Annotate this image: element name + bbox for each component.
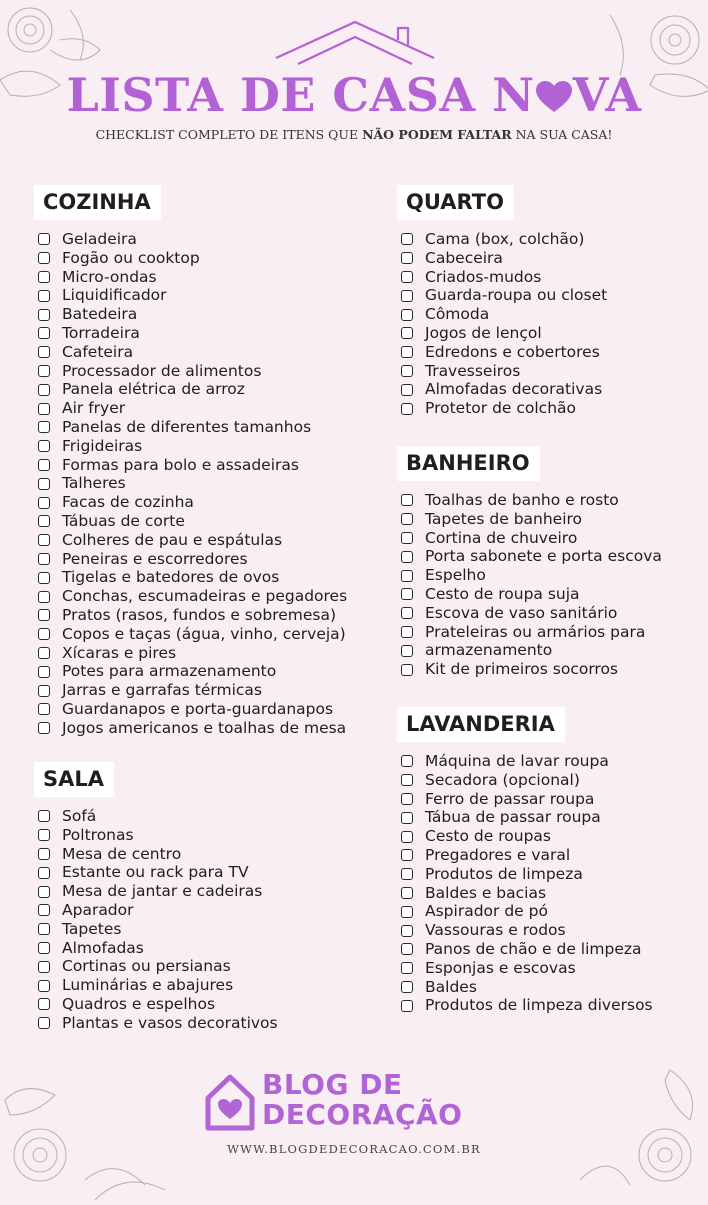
- checklist-item-label: Cama (box, colchão): [425, 230, 585, 248]
- checklist-item-label: Liquidificador: [62, 286, 167, 305]
- checklist-item[interactable]: [401, 324, 607, 343]
- checkbox-icon[interactable]: [38, 886, 50, 898]
- checkbox-icon[interactable]: [401, 252, 413, 264]
- checklist-quarto: [397, 230, 607, 418]
- checkbox-icon[interactable]: [38, 534, 50, 546]
- checklist-item[interactable]: [38, 230, 347, 249]
- checklist-item[interactable]: [38, 249, 347, 268]
- floral-decoration-bottom-right: [560, 1050, 708, 1200]
- checklist-item[interactable]: [38, 662, 347, 681]
- checkbox-icon[interactable]: [401, 664, 413, 676]
- checklist-item-label: Tapetes de banheiro: [425, 509, 583, 528]
- checkbox-icon[interactable]: [38, 848, 50, 860]
- checklist-item[interactable]: [38, 807, 278, 826]
- checklist-item[interactable]: [38, 550, 347, 569]
- checklist-item-label: Travesseiros: [425, 361, 521, 380]
- checklist-item-label: Almofadas: [62, 938, 144, 957]
- checklist-item[interactable]: [401, 510, 662, 529]
- checklist-item-label: Guardanapos e porta-guardanapos: [62, 699, 334, 718]
- checkbox-icon[interactable]: [38, 591, 50, 603]
- checkbox-icon[interactable]: [401, 570, 413, 582]
- section-quarto: [397, 185, 607, 418]
- checklist-item[interactable]: [38, 826, 278, 845]
- checkbox-icon[interactable]: [38, 942, 50, 954]
- checklist-item[interactable]: [38, 268, 347, 287]
- checklist-item[interactable]: [401, 399, 607, 418]
- checklist-item-label: Aspirador de pó: [425, 902, 548, 921]
- checkbox-icon[interactable]: [401, 1000, 413, 1012]
- checklist-item-label: Cesto de roupa suja: [425, 584, 580, 603]
- checklist-item-label: Vassouras e rodos: [425, 921, 566, 940]
- checkbox-icon[interactable]: [401, 607, 413, 619]
- checklist-item[interactable]: [401, 959, 653, 978]
- checkbox-icon[interactable]: [401, 271, 413, 283]
- checklist-item-label: Panela elétrica de arroz: [62, 380, 245, 399]
- checklist-item[interactable]: [401, 978, 653, 997]
- checklist-item[interactable]: [401, 884, 653, 903]
- subtitle-text-end: NA SUA CASA!: [511, 127, 613, 142]
- checklist-item-label: Facas de cozinha: [62, 493, 194, 512]
- heart-icon: [536, 81, 572, 113]
- checklist-item-label: Kit de primeiros socorros: [425, 660, 619, 679]
- checklist-item-label: armazenamento: [425, 641, 553, 660]
- checklist-item-label: Talheres: [62, 474, 126, 493]
- checklist-item[interactable]: [401, 268, 607, 287]
- checkbox-icon[interactable]: [401, 645, 413, 657]
- checkbox-icon[interactable]: [401, 868, 413, 880]
- checklist-item-label: Tábua de passar roupa: [425, 808, 601, 827]
- checklist-item[interactable]: [38, 719, 347, 738]
- checklist-item[interactable]: [38, 976, 278, 995]
- checkbox-icon[interactable]: [38, 478, 50, 490]
- subtitle-emphasis: NÃO PODEM FALTAR: [362, 127, 512, 142]
- checklist-item[interactable]: [38, 644, 347, 663]
- checklist-item[interactable]: [401, 623, 662, 642]
- checklist-item[interactable]: [401, 940, 653, 959]
- checkbox-icon[interactable]: [401, 309, 413, 321]
- checkbox-icon[interactable]: [401, 626, 413, 638]
- section-cozinha: [34, 185, 347, 738]
- checkbox-icon[interactable]: [401, 532, 413, 544]
- checklist-item-label: Quadros e espelhos: [62, 994, 216, 1013]
- checklist-item-label: Toalhas de banho e rosto: [425, 491, 619, 509]
- checkbox-icon[interactable]: [401, 793, 413, 805]
- checklist-item-label: Torradeira: [62, 323, 140, 342]
- checklist-item-label: Fogão ou cooktop: [62, 248, 200, 267]
- checklist-item[interactable]: [401, 902, 653, 921]
- checklist-item-label: Cafeteira: [62, 342, 134, 361]
- checklist-item-label: Máquina de lavar roupa: [425, 752, 609, 770]
- checklist-item[interactable]: [38, 863, 278, 882]
- section-banheiro: [397, 446, 662, 679]
- checkbox-icon[interactable]: [38, 829, 50, 841]
- checkbox-icon[interactable]: [401, 327, 413, 339]
- checklist-item[interactable]: [38, 957, 278, 976]
- checkbox-icon[interactable]: [401, 384, 413, 396]
- checkbox-icon[interactable]: [401, 513, 413, 525]
- roof-icon: [270, 14, 440, 66]
- subtitle-text: CHECKLIST COMPLETO DE ITENS QUE: [95, 127, 363, 142]
- checklist-item-label: Pregadores e varal: [425, 845, 571, 864]
- checklist-item[interactable]: [38, 399, 347, 418]
- checklist-item-label: Jogos de lençol: [425, 323, 542, 342]
- checklist-item-label: Produtos de limpeza diversos: [425, 996, 653, 1015]
- section-lavanderia: [397, 707, 653, 1015]
- checklist-item-label: Produtos de limpeza: [425, 864, 583, 883]
- checklist-item[interactable]: [38, 939, 278, 958]
- checklist-item[interactable]: [38, 493, 347, 512]
- checklist-item[interactable]: [401, 305, 607, 324]
- section-title-quarto: QUARTO: [397, 185, 514, 220]
- checklist-item[interactable]: [401, 808, 653, 827]
- checklist-item[interactable]: [401, 566, 662, 585]
- checkbox-icon[interactable]: [38, 459, 50, 471]
- checkbox-icon[interactable]: [38, 961, 50, 973]
- checklist-item-label: Batedeira: [62, 305, 138, 324]
- checklist-item-label: Potes para armazenamento: [62, 662, 277, 681]
- checklist-item[interactable]: [401, 547, 662, 566]
- checklist-item[interactable]: [38, 512, 347, 531]
- checklist-item[interactable]: [38, 437, 347, 456]
- checklist-item-label: Guarda-roupa ou closet: [425, 286, 608, 305]
- checklist-item[interactable]: [38, 531, 347, 550]
- checkbox-icon[interactable]: [38, 233, 50, 245]
- checklist-item-label: Cesto de roupas: [425, 827, 551, 846]
- checklist-item-label: Micro-ondas: [62, 267, 157, 286]
- checkbox-icon[interactable]: [401, 831, 413, 843]
- checklist-item-label: Copos e taças (água, vinho, cerveja): [62, 624, 346, 643]
- section-title-cozinha: COZINHA: [34, 185, 161, 220]
- checklist-item[interactable]: [38, 568, 347, 587]
- checkbox-icon[interactable]: [401, 551, 413, 563]
- checklist-item-label: Edredons e cobertores: [425, 342, 600, 361]
- checklist-item[interactable]: [38, 845, 278, 864]
- checkbox-icon[interactable]: [38, 553, 50, 565]
- floral-decoration-bottom-left: [0, 1060, 175, 1205]
- checklist-item-label: Mesa de centro: [62, 844, 182, 863]
- checkbox-icon[interactable]: [401, 943, 413, 955]
- checkbox-icon[interactable]: [401, 365, 413, 377]
- checklist-item[interactable]: [401, 921, 653, 940]
- checkbox-icon[interactable]: [38, 327, 50, 339]
- checklist-item-label: Processador de alimentos: [62, 361, 262, 380]
- checklist-item[interactable]: [401, 491, 662, 510]
- section-title-banheiro: BANHEIRO: [397, 446, 540, 481]
- checkbox-icon[interactable]: [38, 572, 50, 584]
- checklist-item-label: Baldes: [425, 977, 477, 996]
- checklist-item-label: Esponjas e escovas: [425, 958, 576, 977]
- checklist-item-label: Colheres de pau e espátulas: [62, 530, 283, 549]
- checklist-item-label: Espelho: [425, 566, 486, 585]
- checklist-item[interactable]: [38, 286, 347, 305]
- checklist-item-label: Escova de vaso sanitário: [425, 603, 618, 622]
- checklist-item[interactable]: [401, 380, 607, 399]
- checklist-item[interactable]: [401, 343, 607, 362]
- page-title: [0, 68, 708, 122]
- checklist-item[interactable]: [401, 846, 653, 865]
- checkbox-icon[interactable]: [401, 290, 413, 302]
- checkbox-icon[interactable]: [38, 666, 50, 678]
- checklist-item[interactable]: [38, 606, 347, 625]
- checklist-item-label: Pratos (rasos, fundos e sobremesa): [62, 605, 337, 624]
- checklist-item-label: Estante ou rack para TV: [62, 863, 249, 882]
- checkbox-icon[interactable]: [38, 403, 50, 415]
- subtitle: [0, 127, 708, 142]
- checklist-item[interactable]: [38, 700, 347, 719]
- checkbox-icon[interactable]: [38, 628, 50, 640]
- checklist-item-label: Jogos americanos e toalhas de mesa: [62, 718, 347, 737]
- checkbox-icon[interactable]: [38, 685, 50, 697]
- checklist-item-label: Secadora (opcional): [425, 770, 580, 789]
- checkbox-icon[interactable]: [38, 923, 50, 935]
- checkbox-icon[interactable]: [401, 925, 413, 937]
- checklist-item-label: Air fryer: [62, 399, 126, 418]
- checklist-item-label: Baldes e bacias: [425, 883, 547, 902]
- checkbox-icon[interactable]: [401, 346, 413, 358]
- checklist-sala: [34, 807, 278, 1033]
- checkbox-icon[interactable]: [401, 906, 413, 918]
- checkbox-icon[interactable]: [38, 810, 50, 822]
- checklist-item-label: Tigelas e batedores de ovos: [62, 568, 280, 587]
- checklist-item-label: Xícaras e pires: [62, 643, 177, 662]
- checklist-item-label: Tapetes: [62, 919, 122, 938]
- section-title-lavanderia: LAVANDERIA: [397, 707, 565, 742]
- checklist-item-label: Ferro de passar roupa: [425, 789, 595, 808]
- checkbox-icon[interactable]: [401, 403, 413, 415]
- checklist-item-label: Sofá: [62, 807, 97, 825]
- checklist-item-label: Almofadas decorativas: [425, 380, 603, 399]
- checklist-item-label: Plantas e vasos decorativos: [62, 1013, 278, 1032]
- checkbox-icon[interactable]: [401, 849, 413, 861]
- checklist-item-label: Poltronas: [62, 825, 134, 844]
- checkbox-icon[interactable]: [401, 755, 413, 767]
- checklist-item[interactable]: [38, 901, 278, 920]
- checklist-item[interactable]: [401, 996, 653, 1015]
- checkbox-icon[interactable]: [38, 647, 50, 659]
- checkbox-icon[interactable]: [38, 1017, 50, 1029]
- checklist-item[interactable]: [38, 380, 347, 399]
- checklist-item[interactable]: [401, 827, 653, 846]
- checkbox-icon[interactable]: [38, 421, 50, 433]
- checklist-item[interactable]: [401, 362, 607, 381]
- checklist-item-label: Jarras e garrafas térmicas: [62, 681, 262, 700]
- checklist-item-label: Geladeira: [62, 230, 137, 248]
- checkbox-icon[interactable]: [38, 515, 50, 527]
- checklist-item[interactable]: [38, 587, 347, 606]
- house-heart-icon: [204, 1072, 256, 1132]
- checklist-banheiro: [397, 491, 662, 679]
- checklist-item[interactable]: [401, 585, 662, 604]
- checkbox-icon[interactable]: [38, 252, 50, 264]
- checkbox-icon[interactable]: [38, 309, 50, 321]
- title-text-end: VA: [572, 68, 642, 122]
- checkbox-icon[interactable]: [38, 980, 50, 992]
- checklist-item-label: Panos de chão e de limpeza: [425, 939, 642, 958]
- checklist-item[interactable]: [401, 752, 653, 771]
- checkbox-icon[interactable]: [401, 233, 413, 245]
- checkbox-icon[interactable]: [38, 722, 50, 734]
- website-url[interactable]: WWW.BLOGDEDECORACAO.COM.BR: [227, 1142, 481, 1156]
- checklist-item-label: Panelas de diferentes tamanhos: [62, 417, 312, 436]
- checklist-item[interactable]: [38, 995, 278, 1014]
- checklist-item-label: Aparador: [62, 900, 134, 919]
- checklist-item-label: Cabeceira: [425, 248, 503, 267]
- checklist-item[interactable]: [38, 456, 347, 475]
- checklist-item-label: Cortinas ou persianas: [62, 957, 231, 976]
- checkbox-icon[interactable]: [38, 998, 50, 1010]
- checkbox-icon[interactable]: [401, 494, 413, 506]
- checklist-item[interactable]: [38, 681, 347, 700]
- logo-line-1: BLOG DE: [262, 1068, 403, 1101]
- checkbox-icon[interactable]: [38, 867, 50, 879]
- checklist-item-label: Porta sabonete e porta escova: [425, 547, 662, 566]
- checkbox-icon[interactable]: [38, 497, 50, 509]
- checklist-item-label: Tábuas de corte: [62, 511, 185, 530]
- checklist-item[interactable]: [401, 660, 662, 679]
- checkbox-icon[interactable]: [401, 588, 413, 600]
- checklist-item[interactable]: [401, 865, 653, 884]
- section-title-sala: SALA: [34, 762, 114, 797]
- checklist-item-label: Prateleiras ou armários para: [425, 622, 646, 641]
- checklist-item-label: Frigideiras: [62, 436, 143, 455]
- checkbox-icon[interactable]: [38, 271, 50, 283]
- checkbox-icon[interactable]: [38, 904, 50, 916]
- checkbox-icon[interactable]: [38, 703, 50, 715]
- checklist-item-label: Cortina de chuveiro: [425, 528, 578, 547]
- section-sala: [34, 762, 278, 1033]
- checklist-item[interactable]: [401, 529, 662, 548]
- checkbox-icon[interactable]: [401, 962, 413, 974]
- checklist-item[interactable]: [38, 305, 347, 324]
- blog-logo[interactable]: [204, 1070, 504, 1134]
- checklist-item-label: Conchas, escumadeiras e pegadores: [62, 587, 348, 606]
- checkbox-icon[interactable]: [38, 440, 50, 452]
- checklist-item[interactable]: [401, 230, 607, 249]
- checkbox-icon[interactable]: [38, 290, 50, 302]
- checkbox-icon[interactable]: [401, 774, 413, 786]
- checklist-item[interactable]: [38, 920, 278, 939]
- checkbox-icon[interactable]: [401, 981, 413, 993]
- checklist-lavanderia: [397, 752, 653, 1015]
- checklist-item[interactable]: [401, 604, 662, 623]
- checkbox-icon[interactable]: [38, 609, 50, 621]
- checkbox-icon[interactable]: [38, 365, 50, 377]
- checklist-item[interactable]: [38, 882, 278, 901]
- checklist-item-label: Cômoda: [425, 305, 490, 324]
- checklist-item[interactable]: [38, 343, 347, 362]
- checklist-item[interactable]: [38, 324, 347, 343]
- checklist-cozinha: [34, 230, 347, 738]
- checkbox-icon[interactable]: [401, 887, 413, 899]
- logo-line-2: DECORAÇÃO: [262, 1098, 463, 1131]
- checklist-item-label: Criados-mudos: [425, 267, 542, 286]
- checkbox-icon[interactable]: [401, 812, 413, 824]
- checklist-item[interactable]: [401, 286, 607, 305]
- title-text-start: LISTA DE CASA N: [66, 68, 535, 122]
- checklist-item-label: Mesa de jantar e cadeiras: [62, 882, 263, 901]
- checklist-item[interactable]: [38, 474, 347, 493]
- checklist-item[interactable]: [401, 641, 662, 660]
- checklist-item[interactable]: [38, 362, 347, 381]
- checkbox-icon[interactable]: [38, 384, 50, 396]
- checklist-item[interactable]: [38, 1014, 278, 1033]
- checkbox-icon[interactable]: [38, 346, 50, 358]
- checklist-item-label: Protetor de colchão: [425, 399, 577, 418]
- checklist-item[interactable]: [38, 418, 347, 437]
- checklist-item[interactable]: [401, 249, 607, 268]
- checklist-item-label: Peneiras e escorredores: [62, 549, 248, 568]
- checklist-item[interactable]: [401, 790, 653, 809]
- checklist-item[interactable]: [401, 771, 653, 790]
- checklist-item-label: Formas para bolo e assadeiras: [62, 455, 299, 474]
- checklist-item[interactable]: [38, 625, 347, 644]
- checklist-item-label: Luminárias e abajures: [62, 976, 234, 995]
